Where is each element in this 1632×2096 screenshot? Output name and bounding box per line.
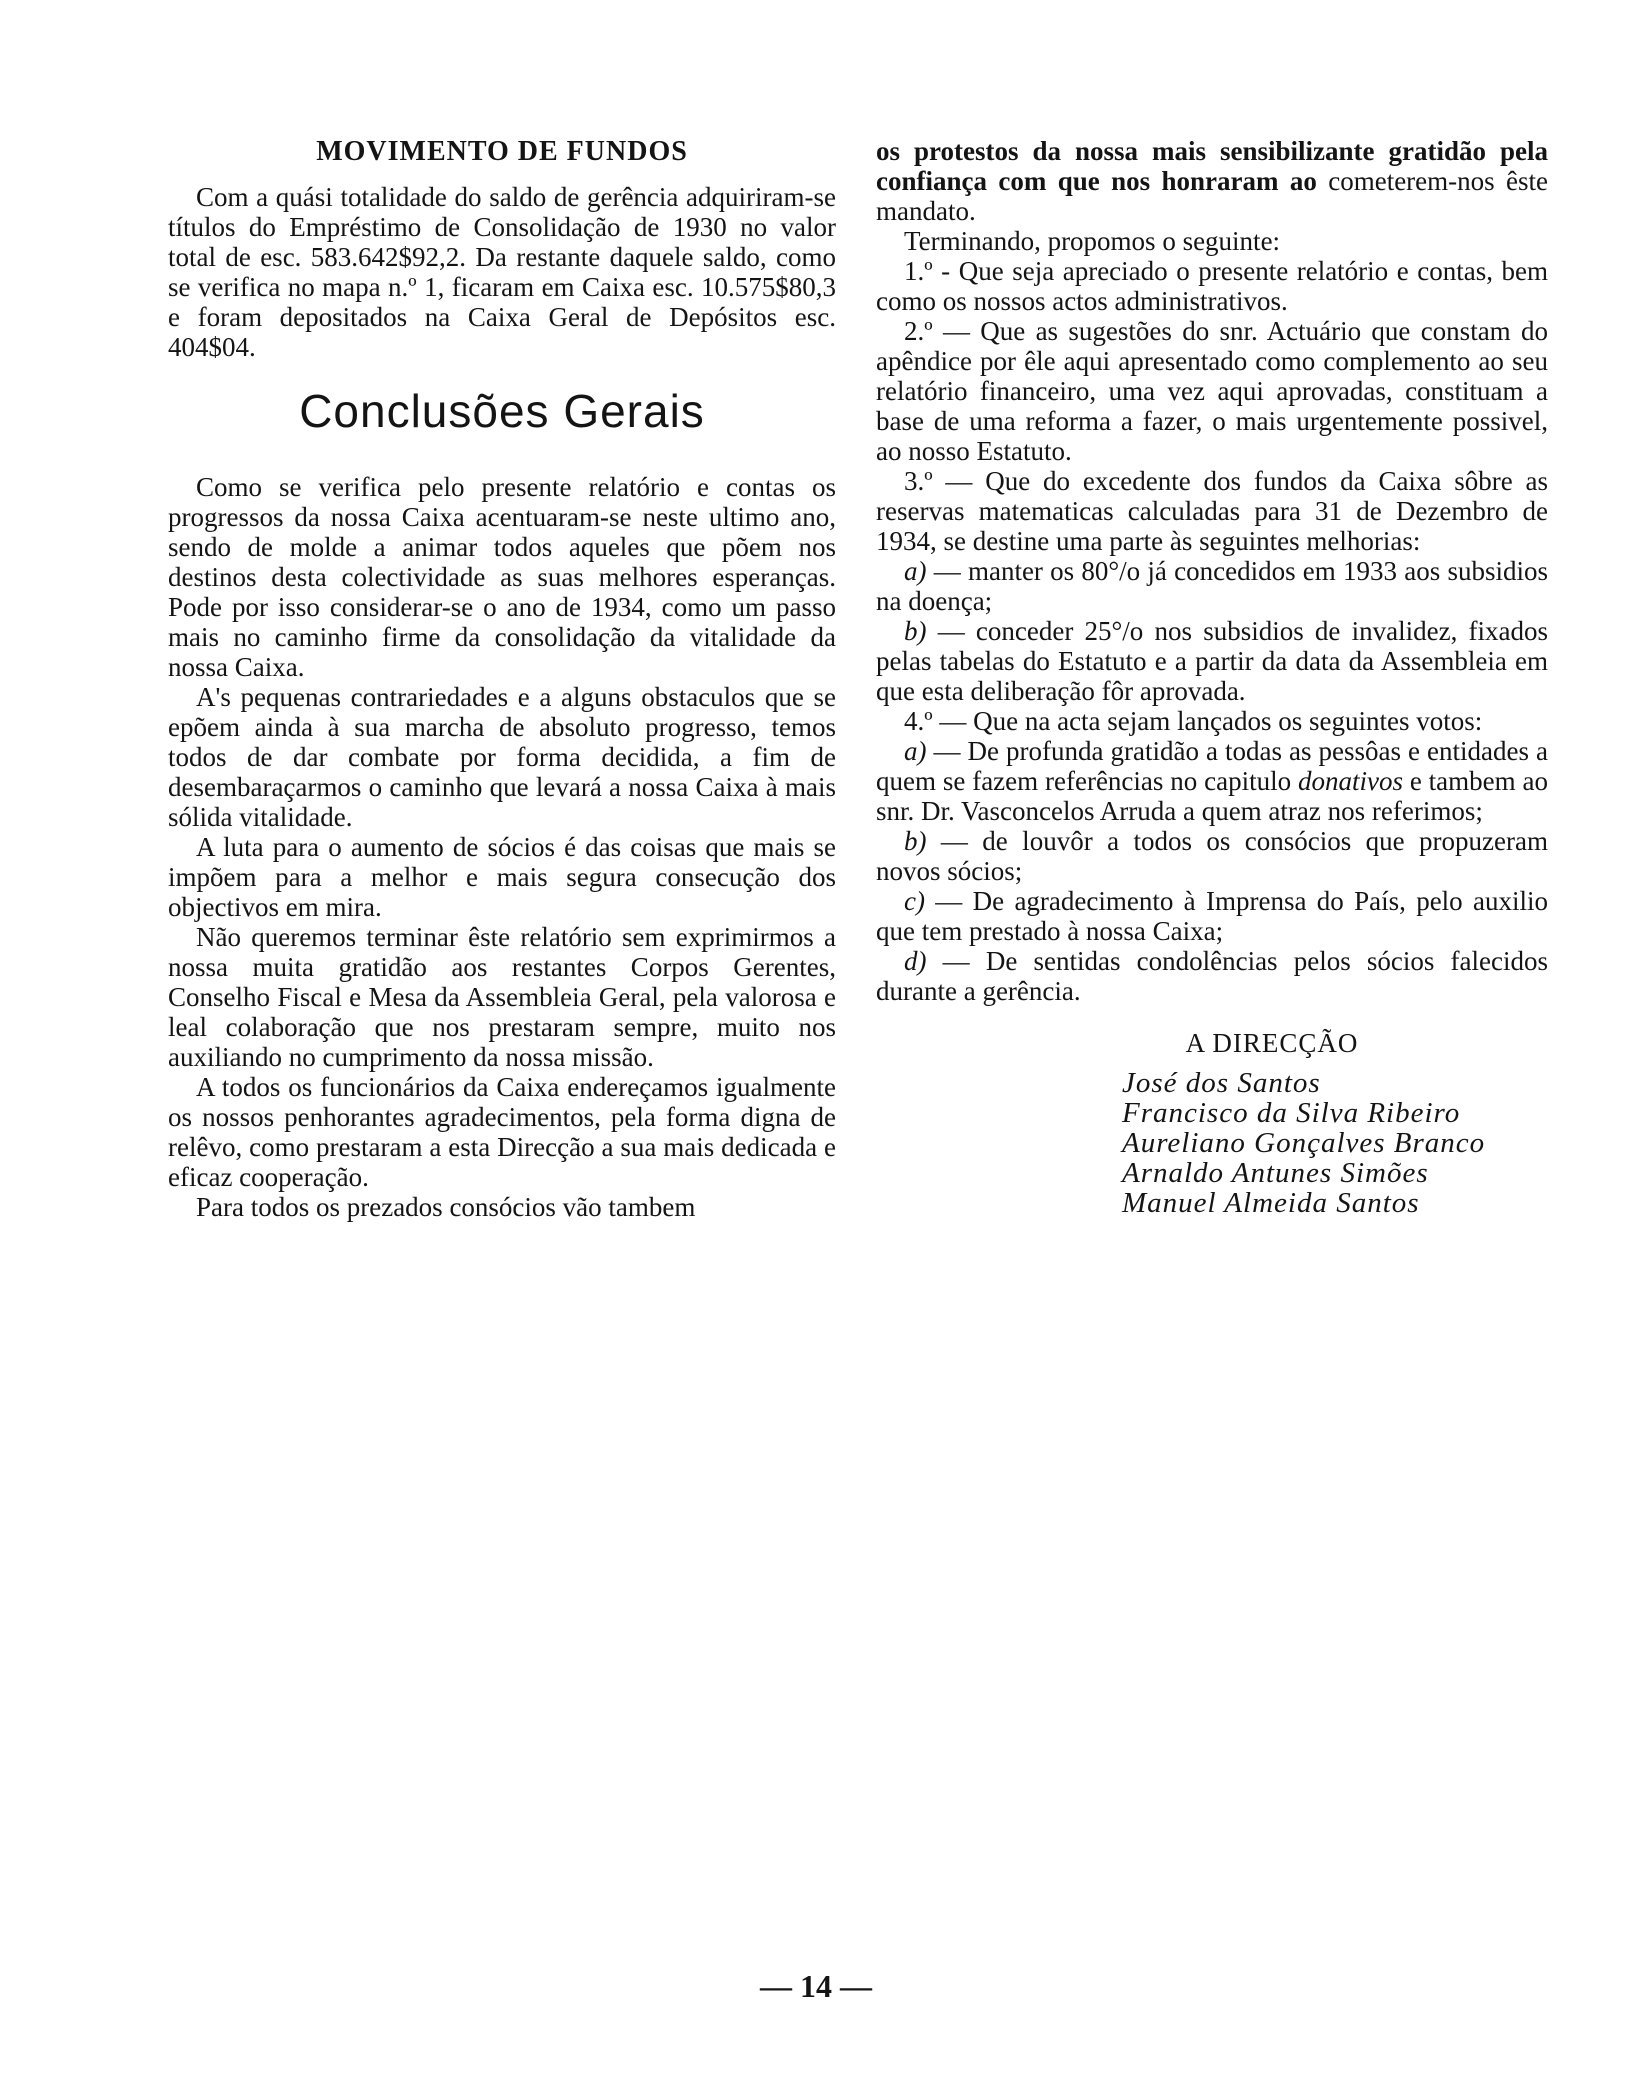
conclusoes-paragraph-5: A todos os funcionários da Caixa endereçamos igualmente os nossos penhorantes agradecimentos, pela forma digna de relêvo, como prestaram a esta Direcção a sua mais dedicada e eficaz cooperação. [168,1072,836,1192]
right-column [876,136,1548,1218]
proposal-3: 3.º — Que do excedente dos fundos da Caixa sôbre as reservas matematicas calculadas para 31 de Dezembro de 1934, se destine uma parte às seguintes melhorias: [876,466,1548,556]
improvement-a-text: — manter os 80°/o já concedidos em 1933 aos subsidios na doença; [876,556,1548,616]
continuation-bold-text: os protestos da nossa mais sensibilizante gratidão pela confiança com que nos honraram ao [876,136,1548,196]
signature-name: Aureliano Gonçalves Branco [1122,1127,1486,1159]
vote-a [876,736,1548,826]
vote-d [876,946,1548,1006]
movimento-paragraph: Com a quási totalidade do saldo de gerência adquiriram-se títulos do Empréstimo de Consolidação de 1930 no valor total de esc. 583.642$92,2. Da restante daquele saldo, como se verifica no mapa n.º 1, ficaram em Caixa esc. 10.575$80,3 e foram depositados na Caixa Geral de Depósitos esc. 404$04. [168,182,836,362]
signature-name: Manuel Almeida Santos [1122,1187,1420,1219]
vote-a-letter: a) [904,736,927,766]
improvement-a-letter: a) [904,556,927,586]
improvement-a [876,556,1548,616]
conclusoes-paragraph-1: Como se verifica pelo presente relatório e contas os progressos da nossa Caixa acentuaram-se neste ultimo ano, sendo de molde a animar todos aqueles que põem nos destinos desta colectividade as suas melhores esperanças. Pode por isso considerar-se o ano de 1934, como um passo mais no caminho firme da consolidação da vitalidade da nossa Caixa. [168,472,836,682]
vote-a-text-before: — De profunda gratidão a todas as pessôas e entidades a quem se fazem referências no capitulo [876,736,1548,796]
continuation-paragraph [876,136,1548,226]
conclusoes-paragraph-2: A's pequenas contrariedades e a alguns obstaculos que se epõem ainda à sua marcha de absoluto progresso, temos todos de dar combate por forma decidida, a fim de desembaraçarmos o caminho que levará a nossa Caixa à mais sólida vitalidade. [168,682,836,832]
vote-b [876,826,1548,886]
conclusoes-paragraph-6: Para todos os prezados consócios vão tambem [196,1192,696,1222]
vote-c-letter: c) [904,886,925,916]
vote-c-text: — De agradecimento à Imprensa do País, pelo auxilio que tem prestado à nossa Caixa; [876,886,1548,946]
proposals-intro: Terminando, propomos o seguinte: [904,226,1281,256]
signature-name: José dos Santos [1122,1067,1321,1099]
conclusoes-paragraph-3: A luta para o aumento de sócios é das coisas que mais se impõem para a melhor e mais segura consecução dos objectivos em mira. [168,832,836,922]
proposal-2: 2.º — Que as sugestões do snr. Actuário que constam do apêndice por êle aqui apresentado como complemento ao seu relatório financeiro, uma vez aqui aprovadas, constituam a base de uma reforma a fazer, o mais urgentemente possivel, ao nosso Estatuto. [876,316,1548,466]
vote-d-text: — De sentidas condolências pelos sócios falecidos durante a gerência. [876,946,1548,1006]
improvement-b-letter: b) [904,616,927,646]
vote-b-text: — de louvôr a todos os consócios que propuzeram novos sócios; [876,826,1548,886]
signature-name: Arnaldo Antunes Simões [1122,1157,1429,1189]
left-column [168,136,836,1222]
conclusoes-paragraph-4: Não queremos terminar êste relatório sem exprimirmos a nossa muita gratidão aos restantes Corpos Gerentes, Conselho Fiscal e Mesa da Assembleia Geral, pela valorosa e leal colaboração que nos prestaram sempre, muito nos auxiliando no cumprimento da nossa missão. [168,922,836,1072]
improvement-b [876,616,1548,706]
vote-b-letter: b) [904,826,927,856]
vote-c [876,886,1548,946]
proposal-4: 4.º — Que na acta sejam lançados os seguintes votos: [904,706,1483,736]
signature-name: Francisco da Silva Ribeiro [1122,1097,1461,1129]
proposal-1: 1.º - Que seja apreciado o presente relatório e contas, bem como os nossos actos administrativos. [876,256,1548,316]
vote-a-italic-word: donativos [1297,766,1403,796]
signoff-direccao: A DIRECÇÃO [1185,1028,1359,1058]
improvement-b-text: — conceder 25°/o nos subsidios de invalidez, fixados pelas tabelas do Estatuto e a partir da data da Assembleia em que esta deliberação fôr aprovada. [876,616,1548,706]
signature-list [1122,1068,1548,1218]
vote-a-text-after: e tambem ao snr. Dr. Vasconcelos Arruda a quem atraz nos referimos; [876,766,1548,826]
page-number: — 14 — [760,1968,872,2004]
movimento-heading: MOVIMENTO DE FUNDOS [316,136,688,167]
vote-d-letter: d) [904,946,927,976]
conclusoes-title: Conclusões Gerais [299,385,705,437]
continuation-rest-text: cometerem-nos êste mandato. [876,166,1549,226]
